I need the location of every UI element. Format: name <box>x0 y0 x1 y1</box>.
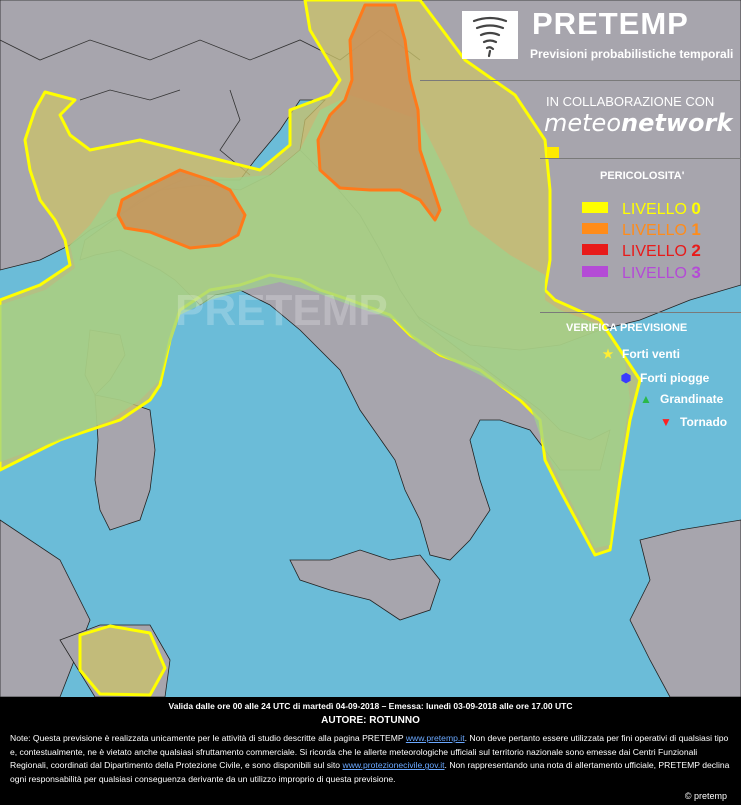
meteonetwork-logo <box>544 109 741 165</box>
brand-tagline: Previsioni probabilistiche temporali <box>530 47 734 61</box>
partner-name-light: meteo <box>544 109 622 137</box>
level-swatch <box>582 223 608 234</box>
level-swatch <box>582 244 608 255</box>
protezionecivile-link[interactable]: www.protezionecivile.gov.it <box>342 760 445 771</box>
copyright: © pretemp <box>684 791 727 801</box>
watermark: PRETEMP <box>175 286 388 335</box>
hexagon-icon: ⬢ <box>620 371 632 385</box>
level-label: LIVELLO 1 <box>622 220 701 239</box>
verifica-title: VERIFICA PREVISIONE <box>566 322 688 334</box>
pretemp-link[interactable]: www.pretemp.it <box>405 733 465 743</box>
pericolosita-title: PERICOLOSITA' <box>600 170 685 182</box>
disclaimer-note: Note: Questa previsione è realizzata unicamente per le attività di studio descritte alla pagina PRETEMP www.pretemp.it. Non deve pertanto essere utilizzata per fini operativi di qualsiasi tipo e, contestualmente, ne è vietato anche qualsiasi sfruttamento commerciale. Si ricorda che le allerte meteorologiche ufficiali sul territorio nazionale sono emesse dai Centri Funzionali Regionali, coordinati dal Dipartimento della Protezione Civile, e sono disponibili sul sito www.protezionecivile.gov.it. Non rappresentando una nota di allertamento ufficiale, PRETEMP declina ogni responsabilità per qualsiasi conseguenza derivante da un utilizzo improprio di questa previsione. <box>10 733 730 784</box>
level-swatch <box>582 266 608 277</box>
collaboration-label: IN COLLABORAZIONE CON <box>546 94 715 109</box>
partner-name-bold: network <box>621 109 733 137</box>
divider <box>540 158 741 159</box>
tornado-icon <box>462 11 518 59</box>
legend-grandinate: ▲ Grandinate <box>638 392 723 406</box>
level-label: LIVELLO 2 <box>622 241 701 260</box>
triangle-down-icon: ▼ <box>660 415 672 429</box>
legend-forti-venti: ★ Forti venti <box>600 347 680 361</box>
level-label: LIVELLO 3 <box>622 263 701 282</box>
divider <box>420 80 741 81</box>
level-label: LIVELLO 0 <box>622 199 701 218</box>
legend-forti-piogge: ⬢ Forti piogge <box>618 371 709 385</box>
footer <box>0 697 741 805</box>
brand-name: PRETEMP <box>532 6 689 41</box>
legend-tornado: ▼ Tornado <box>658 415 727 429</box>
star-icon: ★ <box>602 347 614 361</box>
level-swatch <box>582 202 608 213</box>
validity-text: Valida dalle ore 00 alle 24 UTC di martedì 04-09-2018 – Emessa: lunedì 03-09-2018 alle ore 17.00 UTC <box>168 701 573 711</box>
divider <box>540 312 741 313</box>
triangle-up-icon: ▲ <box>640 392 652 406</box>
pretemp-logo <box>462 11 518 59</box>
author-text: AUTORE: ROTUNNO <box>321 715 420 726</box>
